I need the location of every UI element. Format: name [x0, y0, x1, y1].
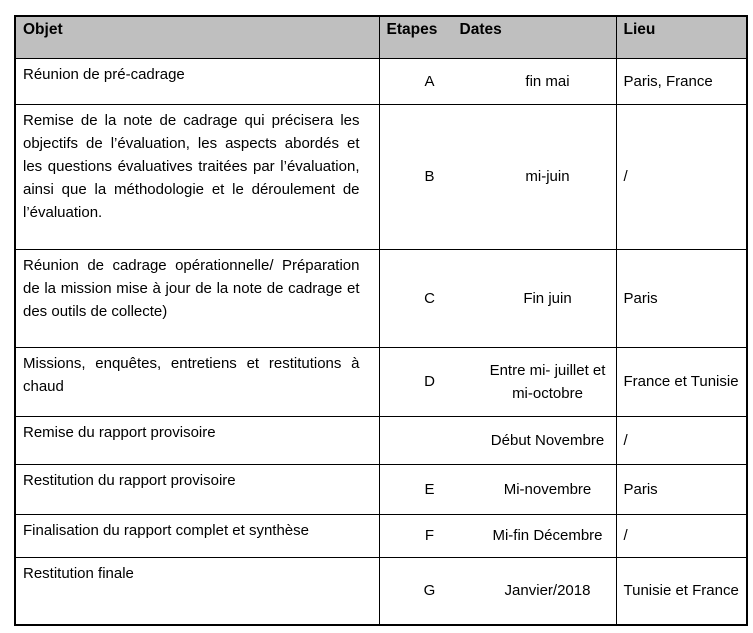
- lieu-cell: /: [616, 104, 747, 249]
- etape-letter: F: [424, 527, 435, 544]
- etape-letter: E: [424, 480, 435, 498]
- date-value: Janvier/2018: [504, 582, 591, 600]
- lieu-cell: Paris, France: [616, 58, 747, 104]
- objet-cell: Réunion de cadrage opérationnelle/ Préparation de la mission mise à jour de la note de cadrage et des outils de collecte): [15, 249, 379, 347]
- table-row: [15, 514, 747, 557]
- etape-letter: B: [424, 168, 435, 185]
- etape-date-cell: [379, 416, 616, 464]
- etape-letter: D: [424, 373, 435, 390]
- etape-letter: A: [424, 72, 435, 90]
- etape-letter: G: [423, 582, 436, 600]
- objet-cell: Restitution finale: [15, 557, 379, 625]
- objet-cell: Finalisation du rapport complet et synthèse: [15, 514, 379, 557]
- etape-date-cell: [379, 557, 616, 625]
- objet-cell: Restitution du rapport provisoire: [15, 464, 379, 514]
- etape-date-cell: [379, 347, 616, 416]
- etape-date-cell: [379, 104, 616, 249]
- date-value: mi-juin: [525, 168, 570, 185]
- date-value: Mi-fin Décembre: [492, 527, 603, 544]
- column-header-dates: Dates: [459, 21, 502, 38]
- objet-cell: Remise du rapport provisoire: [15, 416, 379, 464]
- objet-cell: Réunion de pré-cadrage: [15, 58, 379, 104]
- column-header-lieu: Lieu: [616, 16, 747, 58]
- lieu-cell: /: [616, 514, 747, 557]
- etape-letter: C: [424, 289, 435, 307]
- table-row: [15, 557, 747, 625]
- lieu-cell: France et Tunisie: [616, 347, 747, 416]
- table-row: [15, 58, 747, 104]
- column-header-objet: Objet: [15, 16, 379, 58]
- column-header-etapes-dates: [379, 16, 616, 58]
- lieu-cell: Paris: [616, 464, 747, 514]
- table-row: [15, 249, 747, 347]
- evaluation-schedule-table: [14, 15, 748, 626]
- lieu-cell: /: [616, 416, 747, 464]
- column-header-etapes: Etapes: [386, 21, 438, 38]
- objet-cell: Remise de la note de cadrage qui précisera les objectifs de l’évaluation, les aspects abordés et les questions évaluatives traitées par l’évaluation, ainsi que la méthodologie et le déroulement de l’évaluation.: [15, 104, 379, 249]
- table-row: [15, 464, 747, 514]
- etape-date-cell: [379, 58, 616, 104]
- date-value: Fin juin: [523, 289, 572, 307]
- date-value: Mi-novembre: [503, 480, 592, 498]
- table-row: [15, 104, 747, 249]
- lieu-cell: Paris: [616, 249, 747, 347]
- table-row: [15, 347, 747, 416]
- etape-date-cell: [379, 514, 616, 557]
- table-row: [15, 416, 747, 464]
- etape-date-cell: [379, 249, 616, 347]
- lieu-cell: Tunisie et France: [616, 557, 747, 625]
- date-value: fin mai: [525, 72, 570, 90]
- etape-date-cell: [379, 464, 616, 514]
- table-header-row: [15, 16, 747, 58]
- date-value: Entre mi- juillet et mi-octobre: [489, 361, 606, 402]
- objet-cell: Missions, enquêtes, entretiens et restitutions à chaud: [15, 347, 379, 416]
- date-value: Début Novembre: [490, 431, 605, 449]
